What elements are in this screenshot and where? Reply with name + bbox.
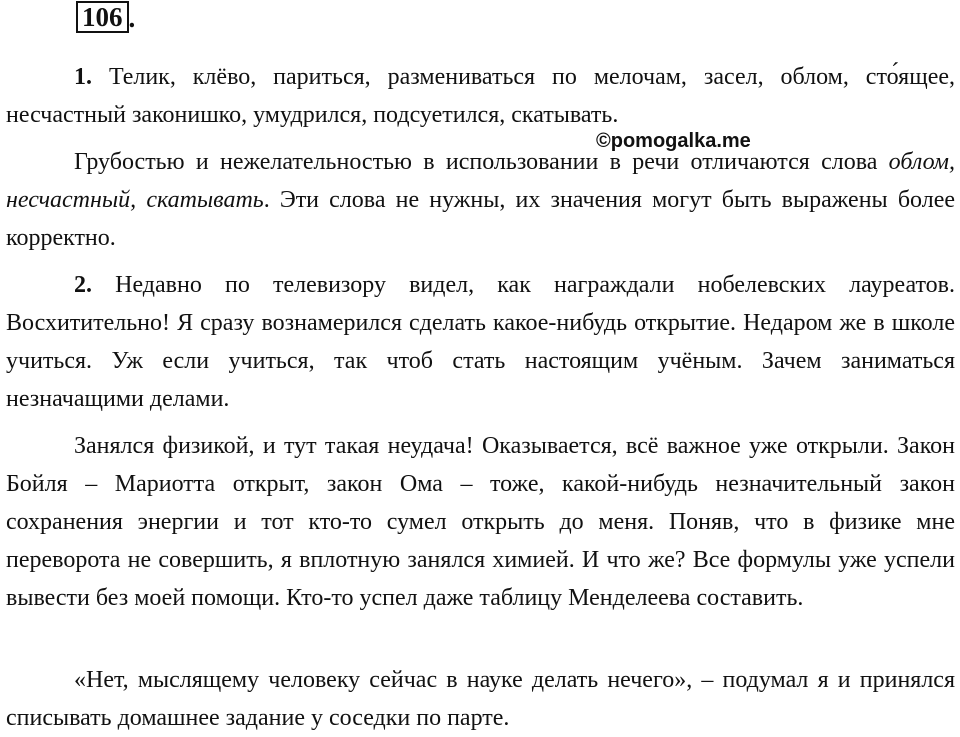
paragraph-5-text: «Нет, мыслящему человеку сейчас в науке делать нечего», – подумал я и принялся списывать домашнее задание у соседки по парте. [6,667,955,731]
watermark: ©pomogalka.me [596,130,751,152]
paragraph-5 [6,661,955,737]
paragraph-1-text: Телик, клёво, париться, размениваться по мелочам, засел, облом, сто́ящее, несчастный законишко, умудрился, подсуетился, скатывать. [6,64,955,128]
paragraph-4-text: Занялся физикой, и тут такая неудача! Оказывается, всё важное уже открыли. Закон Бойля – Мариотта открыт, закон Ома – тоже, какой-нибудь незначительный закон сохранения энергии и тот кто-то сумел открыть до меня. Поняв, что в физике мне переворота не совершить, я вплотную занялся химией. И что же? Все формулы уже успели вывести без моей помощи. Кто-то успел даже таблицу Менделеева составить. [6,433,955,611]
paragraph-2-text-before: Грубостью и нежелательностью в использовании в речи отличаются слова [74,149,889,175]
paragraph-3 [6,266,955,418]
exercise-number-box: 106 [76,1,129,33]
paragraph-3-text: Недавно по телевизору видел, как награждали нобелевских лауреатов. Восхитительно! Я сразу вознамерился сделать какое-нибудь открытие. Недаром же в школе учиться. Уж если учиться, так чтоб стать настоящим учёным. Зачем заниматься незначащими делами. [6,272,955,412]
exercise-number-dot: . [128,3,136,33]
paragraph-1 [6,58,955,134]
paragraph-2 [6,143,955,257]
task-number-1: 1. [74,64,92,90]
exercise-number [76,3,135,33]
paragraph-2-text-after: . Эти слова не нужны, их значения могут быть выражены более корректно. [6,187,955,251]
task-number-2: 2. [74,272,92,298]
paragraph-2-italic-words: облом, несчастный, скатывать [6,149,955,213]
paragraph-4 [6,427,955,617]
